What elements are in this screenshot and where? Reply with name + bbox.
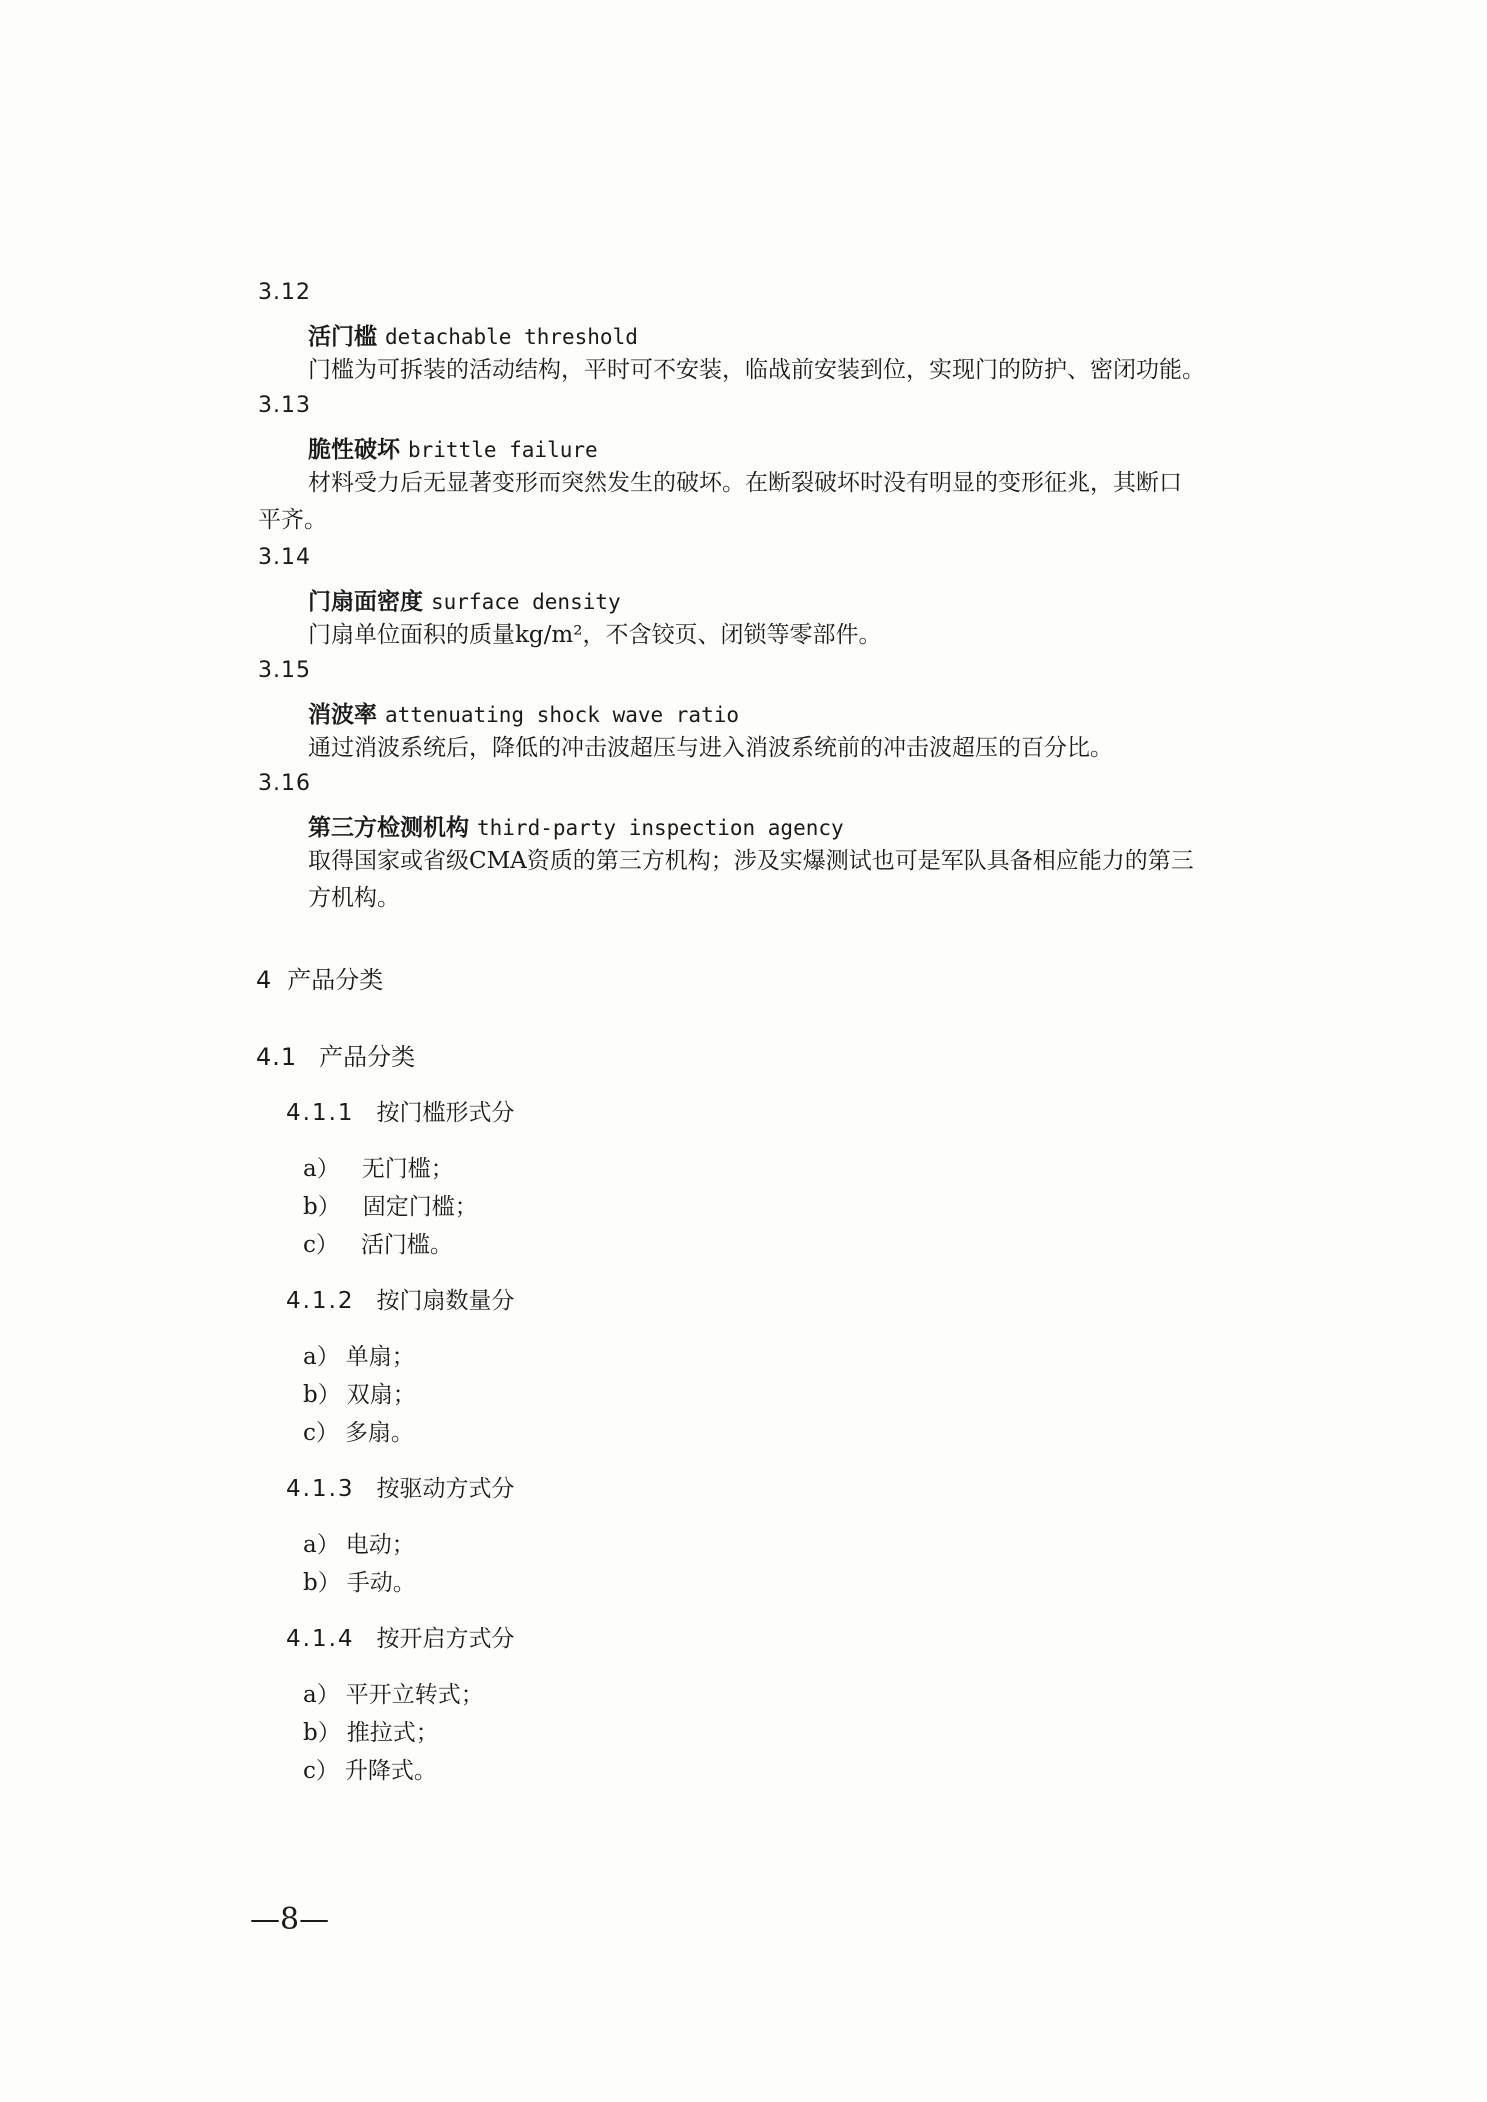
term-definition-continued: 方机构。 [308,885,400,911]
list-marker: a） [303,1532,340,1558]
term-zh: 门扇面密度 [308,589,423,615]
list-marker: a） [303,1156,340,1182]
list-marker: b） [303,1194,341,1220]
list-text: 多扇。 [344,1420,414,1446]
term-en: brittle failure [408,438,598,462]
list-item [303,1526,415,1559]
term-definition: 材料受力后无显著变形而突然发生的破坏。在断裂破坏时没有明显的变形征兆，其断口 [308,470,1182,496]
list-marker: b） [303,1720,341,1746]
term-en: surface density [431,590,621,614]
list-text: 固定门槛； [362,1194,478,1220]
term-heading [308,318,638,351]
list-marker: a） [303,1344,340,1370]
term-heading [308,431,598,464]
clause-number: 4.1.3 [286,1476,355,1502]
clause-heading [286,1282,515,1315]
list-item [303,1414,414,1447]
section-heading [256,960,383,995]
subsection-heading [256,1037,415,1072]
list-text: 单扇； [345,1344,415,1370]
list-text: 双扇； [346,1382,416,1408]
list-item [303,1752,437,1785]
subsection-title: 产品分类 [319,1043,416,1071]
term-en: attenuating shock wave ratio [385,703,740,727]
list-item [303,1188,478,1221]
list-item [303,1714,439,1747]
list-text: 电动； [345,1532,415,1558]
clause-title: 按门槛形式分 [376,1100,515,1126]
list-item [303,1376,416,1409]
clause-number: 4.1.4 [286,1626,355,1652]
list-text: 无门槛； [361,1156,454,1182]
term-zh: 第三方检测机构 [308,815,469,841]
term-definition-continued: 平齐。 [258,507,327,533]
clause-heading [286,1094,515,1127]
term-definition: 门扇单位面积的质量kg/m²，不含铰页、闭锁等零部件。 [308,622,882,648]
list-item [303,1226,453,1259]
page-number: —8— [250,1902,330,1937]
term-number: 3.16 [258,771,311,796]
section-number: 4 [256,966,272,994]
list-marker: c） [303,1420,339,1446]
clause-number: 4.1.1 [286,1100,355,1126]
list-text: 平开立转式； [345,1682,484,1708]
term-heading [308,583,621,616]
term-number: 3.15 [258,658,311,683]
clause-title: 按门扇数量分 [376,1288,515,1314]
subsection-number: 4.1 [256,1043,298,1071]
section-title: 产品分类 [287,966,384,994]
term-number: 3.13 [258,393,311,418]
term-zh: 活门槛 [308,324,377,350]
list-marker: b） [303,1382,341,1408]
list-marker: b） [303,1570,341,1596]
list-item [303,1150,454,1183]
term-zh: 消波率 [308,702,377,728]
list-text: 升降式。 [344,1758,437,1784]
list-marker: a） [303,1682,340,1708]
clause-heading [286,1470,515,1503]
term-en: third-party inspection agency [477,816,844,840]
term-heading [308,696,739,729]
list-item [303,1564,416,1597]
term-en: detachable threshold [385,325,638,349]
list-marker: c） [303,1758,339,1784]
term-definition: 取得国家或省级CMA资质的第三方机构；涉及实爆测试也可是军队具备相应能力的第三 [308,848,1194,874]
clause-heading [286,1620,515,1653]
list-item [303,1676,484,1709]
term-definition: 通过消波系统后，降低的冲击波超压与进入消波系统前的冲击波超压的百分比。 [308,735,1113,761]
term-zh: 脆性破坏 [308,437,400,463]
clause-title: 按开启方式分 [376,1626,515,1652]
clause-title: 按驱动方式分 [376,1476,515,1502]
term-definition: 门槛为可拆装的活动结构，平时可不安装，临战前安装到位，实现门的防护、密闭功能。 [308,357,1205,383]
list-text: 手动。 [346,1570,416,1596]
list-text: 活门槛。 [360,1232,453,1258]
clause-number: 4.1.2 [286,1288,355,1314]
term-heading [308,809,844,842]
term-number: 3.14 [258,545,311,570]
list-item [303,1338,415,1371]
list-text: 推拉式； [346,1720,439,1746]
list-marker: c） [303,1232,339,1258]
term-number: 3.12 [258,280,311,305]
